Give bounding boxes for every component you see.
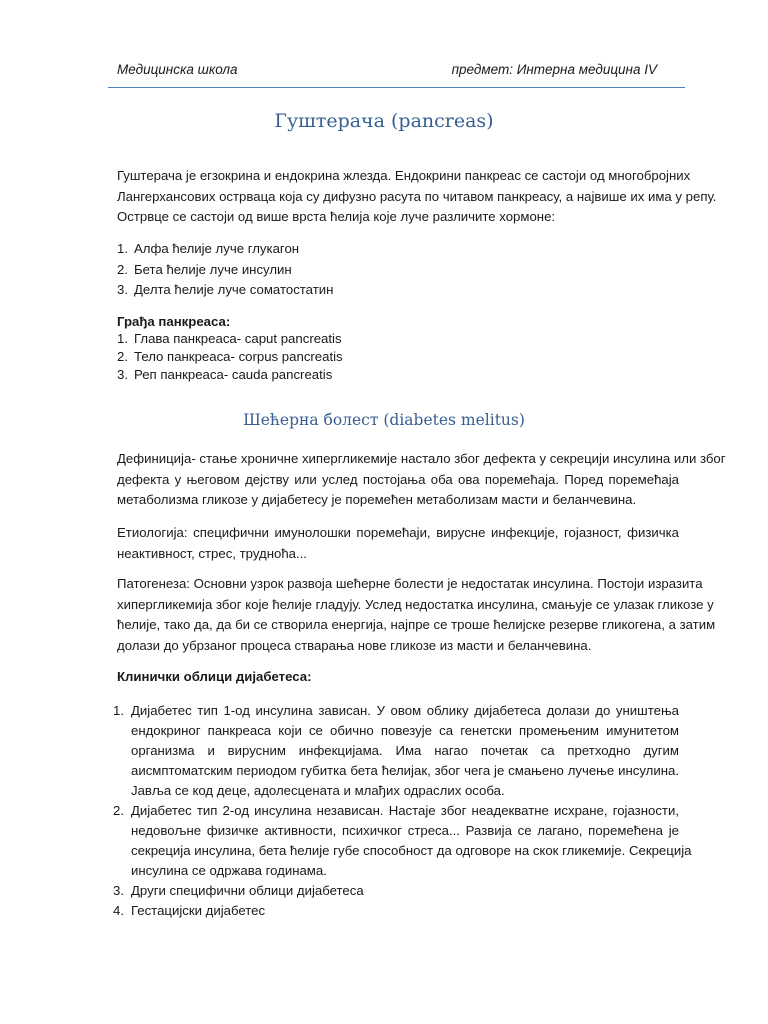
list-item [117, 348, 679, 366]
list-line: Дијабетес тип 2-од инсулина независан. Настаје због неадекватне исхране, гојазности, [131, 803, 679, 818]
header-school: Медицинска школа [117, 62, 238, 77]
list-text: Бета ћелије луче инсулин [134, 261, 292, 277]
list-number: 1. [117, 241, 128, 256]
list-number: 2. [117, 349, 128, 364]
list-item [113, 801, 692, 881]
list-text: Глава панкреаса- caput pancreatis [134, 331, 342, 346]
list-line: недовољне физичке активности, психичког стреса... Развија се лагано, поремећена је [131, 823, 679, 838]
list-number: 2. [117, 261, 128, 277]
pathogenesis-line: Патогенеза: Основни узрок развоја шећерне болести је недостатак инсулина. Постоји изразита [117, 576, 703, 591]
definition-paragraph [117, 449, 726, 511]
list-line: Дијабетес тип 1-од инсулина зависан. У овом облику дијабетеса долази до уништења [131, 703, 679, 718]
header-subject: предмет: Интерна медицина IV [451, 62, 657, 77]
list-number: 3. [117, 367, 128, 382]
intro-line: Гуштерача је егзокрина и ендокрина жлезда. Ендокрини панкреас се састоји од многобројних [117, 168, 691, 183]
clinical-heading: Клинички облици дијабетеса: [117, 669, 312, 684]
list-line: ендокриног панкреаса који се обично повезује са генетски промењеним имунитетом [131, 723, 679, 738]
list-line: аисмптоматским периодом губитка бета ћелијак, због чега је смањено лучење инсулина. [131, 763, 679, 778]
list-line: Јавља се код деце, адолесцената и млађих одраслих особа. [131, 783, 505, 798]
list-line: инсулина се одржава годинама. [131, 863, 327, 878]
etiology-line: Етиологија: специфични имунолошки поремећаји, вирусне инфекције, гојазност, физичка [117, 525, 679, 540]
list-text: Тело панкреаса- corpus pancreatis [134, 349, 343, 364]
list-line: организма и вирусним инфекцијама. Има нагао почетак са претходно дугим [131, 743, 679, 758]
list-number: 3. [117, 282, 128, 297]
list-line: Гестацијски дијабетес [131, 903, 266, 918]
list-number: 1. [117, 331, 128, 346]
clinical-forms-list [113, 701, 692, 921]
pathogenesis-line: хипергликемија због које ћелије гладују. Услед недостатка инсулина, смањује се улазак гликозе у [117, 596, 714, 612]
list-item [113, 701, 679, 801]
section-title-diabetes: Шећерна болест (diabetes melitus) [243, 411, 525, 429]
definition-line: метаболизма гликозе у дијабетесу је поремећен метаболизам масти и беланчевина. [117, 492, 637, 507]
list-number: 1. [113, 703, 124, 718]
list-number: 3. [113, 883, 124, 898]
list-item [117, 330, 679, 348]
list-item [117, 366, 679, 384]
list-line: секреција инсулина, бета ћелије губе способност да одговоре на скок гликемије. Секреција [131, 843, 692, 858]
header-rule [108, 87, 685, 88]
pathogenesis-line: ћелије, тако да, да би се створила енергија, најпре се троше ћелијске резерве гликогена, а затим [117, 617, 716, 632]
list-text: Делта ћелије луче соматостатин [134, 282, 334, 297]
structure-list [117, 330, 679, 384]
list-item [113, 901, 679, 921]
list-item [113, 881, 679, 901]
intro-line: Острвце се састоји од више врста ћелија које луче различите хормоне: [117, 209, 556, 224]
list-item [117, 239, 679, 260]
document-title: Гуштерача (pancreas) [274, 110, 494, 132]
hormones-list [117, 239, 679, 301]
pathogenesis-line: долази до убрзаног процеса стварања нове гликозе из масти и беланчевина. [117, 637, 592, 653]
pathogenesis-paragraph [117, 574, 716, 656]
structure-heading: Грађа панкреаса: [117, 314, 231, 329]
intro-line: Лангерхансових острваца која су дифузно расута по читавом панкреасу, а највише их има у репу. [117, 188, 717, 204]
definition-line: Дефиниција- стање хроничне хипергликемије настало због дефекта у секрецији инсулина или због [117, 451, 726, 466]
list-text: Алфа ћелије луче глукагон [134, 241, 300, 256]
definition-line: дефекта у његовом дејству или услед постојања оба ова поремећаја. Поред поремећаја [117, 471, 679, 487]
list-item [117, 280, 679, 301]
intro-paragraph [117, 166, 717, 228]
list-number: 4. [113, 903, 124, 918]
list-line: Други специфични облици дијабетеса [131, 883, 364, 898]
etiology-paragraph [117, 523, 679, 564]
list-number: 2. [113, 803, 124, 818]
etiology-line: неактивност, стрес, трудноћа... [117, 545, 307, 561]
list-item [117, 260, 679, 281]
page-header [117, 62, 657, 84]
list-text: Реп панкреаса- cauda pancreatis [134, 367, 333, 382]
